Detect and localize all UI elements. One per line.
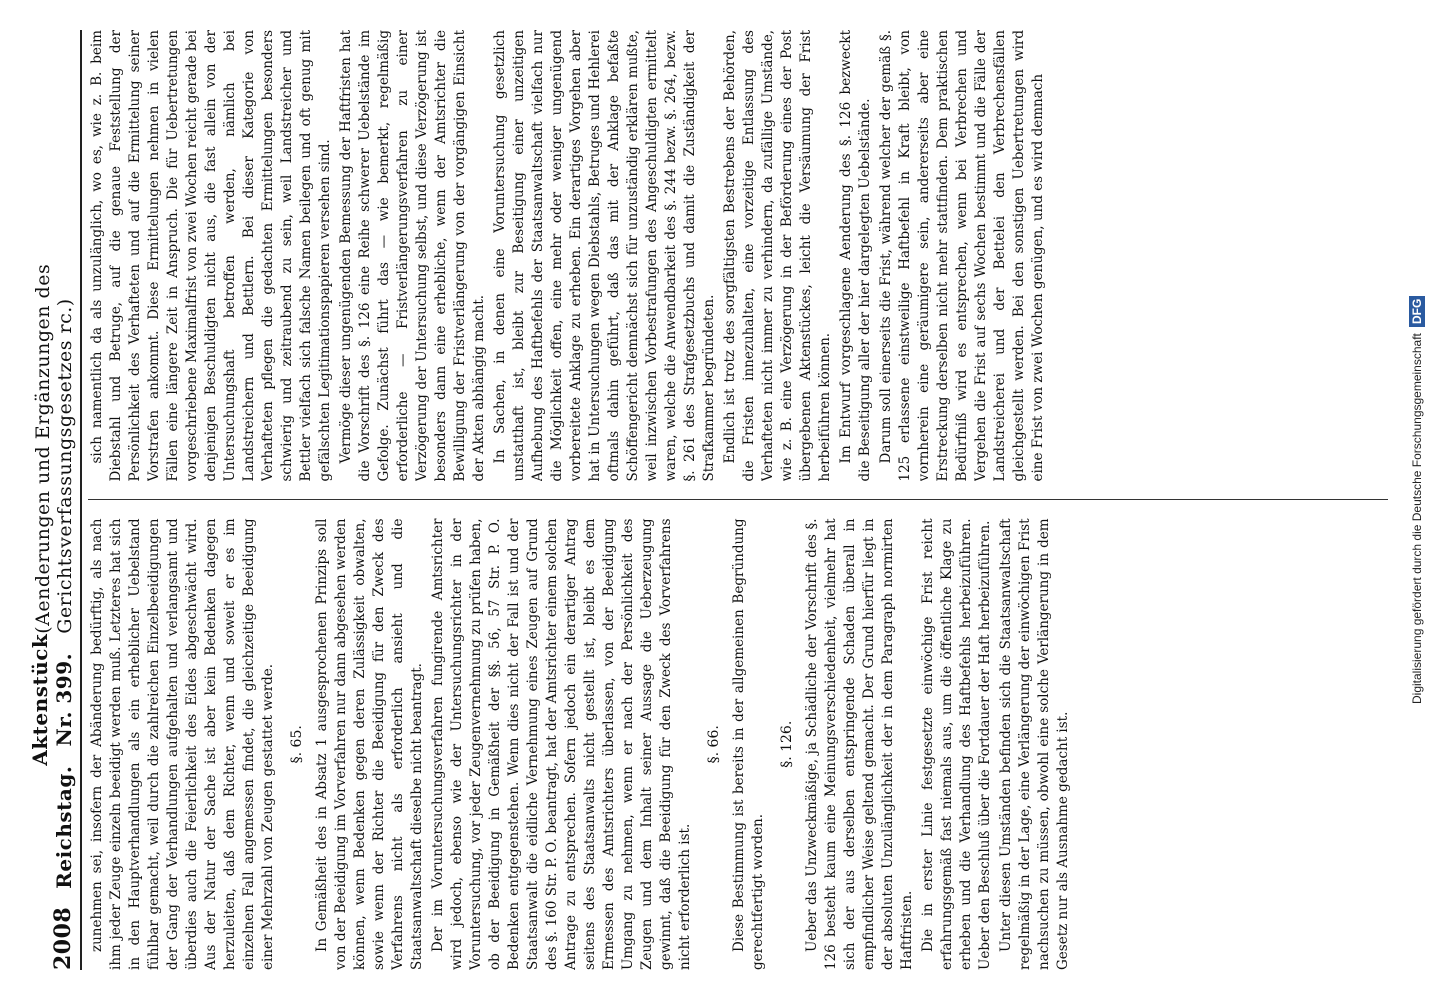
- paragraph: zunehmen sei, insofern der Abänderung bedürftig, als nach ihm jeder Zeuge einzeln beeidigt werden muß. Letzteres hat sich in den Hauptverhandlungen als ein erheblicher Uebelstand fühlbar gemacht, weil durch die zahlreichen Einzelbeeidigungen der Gang der Verhandlungen aufgehalten und verlangsamt und überdies auch die Feierlichkeit des Eides abgeschwächt wird. Aus der Natur der Sache ist aber kein Bedenken dagegen herzuleiten, daß dem Richter, wenn und soweit er es im einzelnen Fall angemessen findet, die gleichzeitige Beeidigung einer Mehrzahl von Zeugen gestattet werde.: [89, 518, 276, 970]
- page-number: 2008: [50, 906, 76, 970]
- column-divider: [88, 500, 1388, 501]
- header-center: Aktenstück Nr. 399.: [28, 633, 76, 766]
- rotated-page-content: [28, 30, 1396, 970]
- dfg-logo: DFG: [1409, 296, 1425, 327]
- page-header: [28, 30, 82, 970]
- paragraph: Diese Bestimmung ist bereits in der allgemeinen Begründung gerechtfertigt worden.: [731, 518, 766, 970]
- text-columns: [88, 30, 1388, 970]
- left-column: [88, 519, 1388, 971]
- paragraph: In Sachen, in denen eine Voruntersuchung gesetzlich unstatthaft ist, bleibt zur Beseitigung einer unzeitigen Aufhebung des Haftbefehls der Staatsanwaltschaft vielfach nur die Möglichkeit offen, eine mehr oder weniger ungenügend vorbereitete Anklage zu erheben. Ein derartiges Vorgehen aber hat in Untersuchungen wegen Diebstahls, Betruges und Hehlerei oftmals dahin geführt, daß das mit der Anklage befaßte Schöffengericht demnächst sich für unzuständig erklären mußte, weil inzwischen Vorbestrafungen des Angeschuldigten ermittelt waren, welche die Anwendbarkeit des §. 244 bezw. §. 264, bezw. §. 261 des Strafgesetzbuchs und damit die Zuständigkeit der Strafkammer begründeten.: [492, 30, 717, 482]
- header-right: (Aenderungen und Ergänzungen des Gerichtsverfassungsgesetzes rc.): [32, 263, 76, 634]
- paragraph: Endlich ist trotz des sorgfältigsten Bestrebens der Behörden, die Fristen innezuhalten, eine vorzeitige Entlassung des Verhafteten nicht immer zu verhindern, da zufällige Umstände, wie z. B. eine Verzögerung in der Beförderung eines der Post übergebenen Aktenstückes, leicht die Versäumung der Frist herbeiführen können.: [722, 30, 833, 482]
- digitization-credit: [1406, 90, 1428, 910]
- paragraph: Im Entwurf vorgeschlagene Aenderung des §. 126 bezweckt die Beseitigung aller der hier dargelegten Uebelstände.: [838, 30, 873, 482]
- paragraph: In Gemäßheit des in Absatz 1 ausgesprochenen Prinzips soll von der Beeidigung im Vorverfahren nur dann abgesehen werden können, wenn Bedenken gegen deren Zulässigkeit obwalten, sowie wenn der Richter die Beeidigung für den Zweck des Verfahrens nicht als erforderlich ansieht und die Staatsanwaltschaft dieselbe nicht beantragt.: [314, 518, 425, 970]
- paragraph: Vermöge dieser ungenügenden Bemessung der Haftfristen hat die Vorschrift des §. 126 eine Reihe schwerer Uebelstände im Gefolge. Zunächst führt das — wie bemerkt, regelmäßig erforderliche — Fristverlängerungsverfahren zu einer Verzögerung der Untersuchung selbst, und diese Verzögerung ist besonders dann eine erhebliche, wenn der Amtsrichter die Bewilligung der Fristverlängerung von der vorgängigen Einsicht der Akten abhängig macht.: [338, 30, 487, 482]
- paragraph: Darum soll einerseits die Frist, während welcher der gemäß §. 125 erlassene einstweilige Haftbefehl in Kraft bleibt, von vornherein eine geräumigere sein, andererseits aber eine Erstreckung derselben nicht mehr stattfinden. Dem praktischen Bedürfniß wird es entsprechen, wenn bei Verbrechen und Vergehen die Frist auf sechs Wochen bestimmt und die Fälle der Landstreicherei und der Bettelei den Verbrechensfällen gleichgestellt werden. Bei den sonstigen Uebertretungen wird eine Frist von zwei Wochen genügen, und es wird demnach: [878, 30, 1046, 482]
- header-left: Reichstag.: [52, 765, 76, 889]
- paragraph: Der im Voruntersuchungsverfahren fungirende Amtsrichter wird jedoch, ebenso wie der Untersuchungsrichter in der Voruntersuchung, vor jeder Zeugenvernehmung zu prüfen haben, ob der Beeidigung in Gemäßheit der §§. 56, 57 Str. P. O. Bedenken entgegenstehen. Wenn dies nicht der Fall ist und der Staatsanwalt die eidliche Vernehmung eines Zeugen auf Grund des §. 160 Str. P. O. beantragt, hat der Amtsrichter einem solchen Antrage zu entsprechen. Sofern jedoch ein derartiger Antrag seitens des Staatsanwalts nicht gestellt ist, bleibt es dem Ermessen des Amtsrichters überlassen, von der Beeidigung Umgang zu nehmen, wenn er nach der Persönlichkeit des Zeugen und dem Inhalt seiner Aussage die Ueberzeugung gewinnt, daß die Beeidigung für den Zweck des Vorverfahrens nicht erforderlich ist.: [430, 518, 693, 970]
- paragraph: Ueber das Unzweckmäßige, ja Schädliche der Vorschrift des §. 126 besteht kaum eine Meinungsverschiedenheit, vielmehr hat sich der aus derselben entspringende Schaden überall in empfindlicher Weise geltend gemacht. Der Grund hierfür liegt in der absoluten Unzulänglichkeit der in dem Paragraph normirten Haftfristen.: [804, 518, 915, 970]
- right-column: [88, 30, 1388, 482]
- section-heading: §. 65.: [289, 725, 305, 764]
- credit-text: Digitalisierung gefördert durch die Deutsche Forschungsgemeinschaft: [1410, 333, 1424, 705]
- paragraph: sich namentlich da als unzulänglich, wo es, wie z. B. beim Diebstahl und Betruge, auf die genaue Feststellung der Persönlichkeit des Verhafteten und auf die Ermittelung seiner Vorstrafen ankommt. Diese Ermittelungen nehmen in vielen Fällen eine längere Zeit in Anspruch. Die für Uebertretungen vorgeschriebene Maximalfrist von zwei Wochen reicht gerade bei denjenigen Beschuldigten nicht aus, die fast allein von der Untersuchungshaft betroffen werden, nämlich bei Landstreichern und Bettlern. Bei dieser Kategorie von Verhafteten pflegen die gedachten Ermittelungen besonders schwierig und zeitraubend zu sein, weil Landstreicher und Bettler vielfach sich falsche Namen beilegen und oft genug mit gefälschten Legitimationspapieren versehen sind.: [89, 30, 333, 482]
- paragraph: Die in erster Linie festgesetzte einwöchige Frist reicht erfahrungsgemäß fast niemals aus, um die öffentliche Klage zu erheben und die Verhandlung des Haftbefehls herbeizuführen. Ueber den Beschluß über die Fortdauer der Haft herbeizuführen.: [920, 518, 993, 970]
- section-heading: §. 66.: [706, 725, 722, 764]
- paragraph: Unter diesen Umständen befinden sich die Staatsanwaltschaft regelmäßig in der Lage, eine Verlängerung der einwöchigen Frist nachsuchen zu müssen, obwohl eine solche Verlängerung in dem Gesetz nur als Ausnahme gedacht ist.: [998, 518, 1071, 970]
- section-heading: §. 126.: [779, 720, 795, 768]
